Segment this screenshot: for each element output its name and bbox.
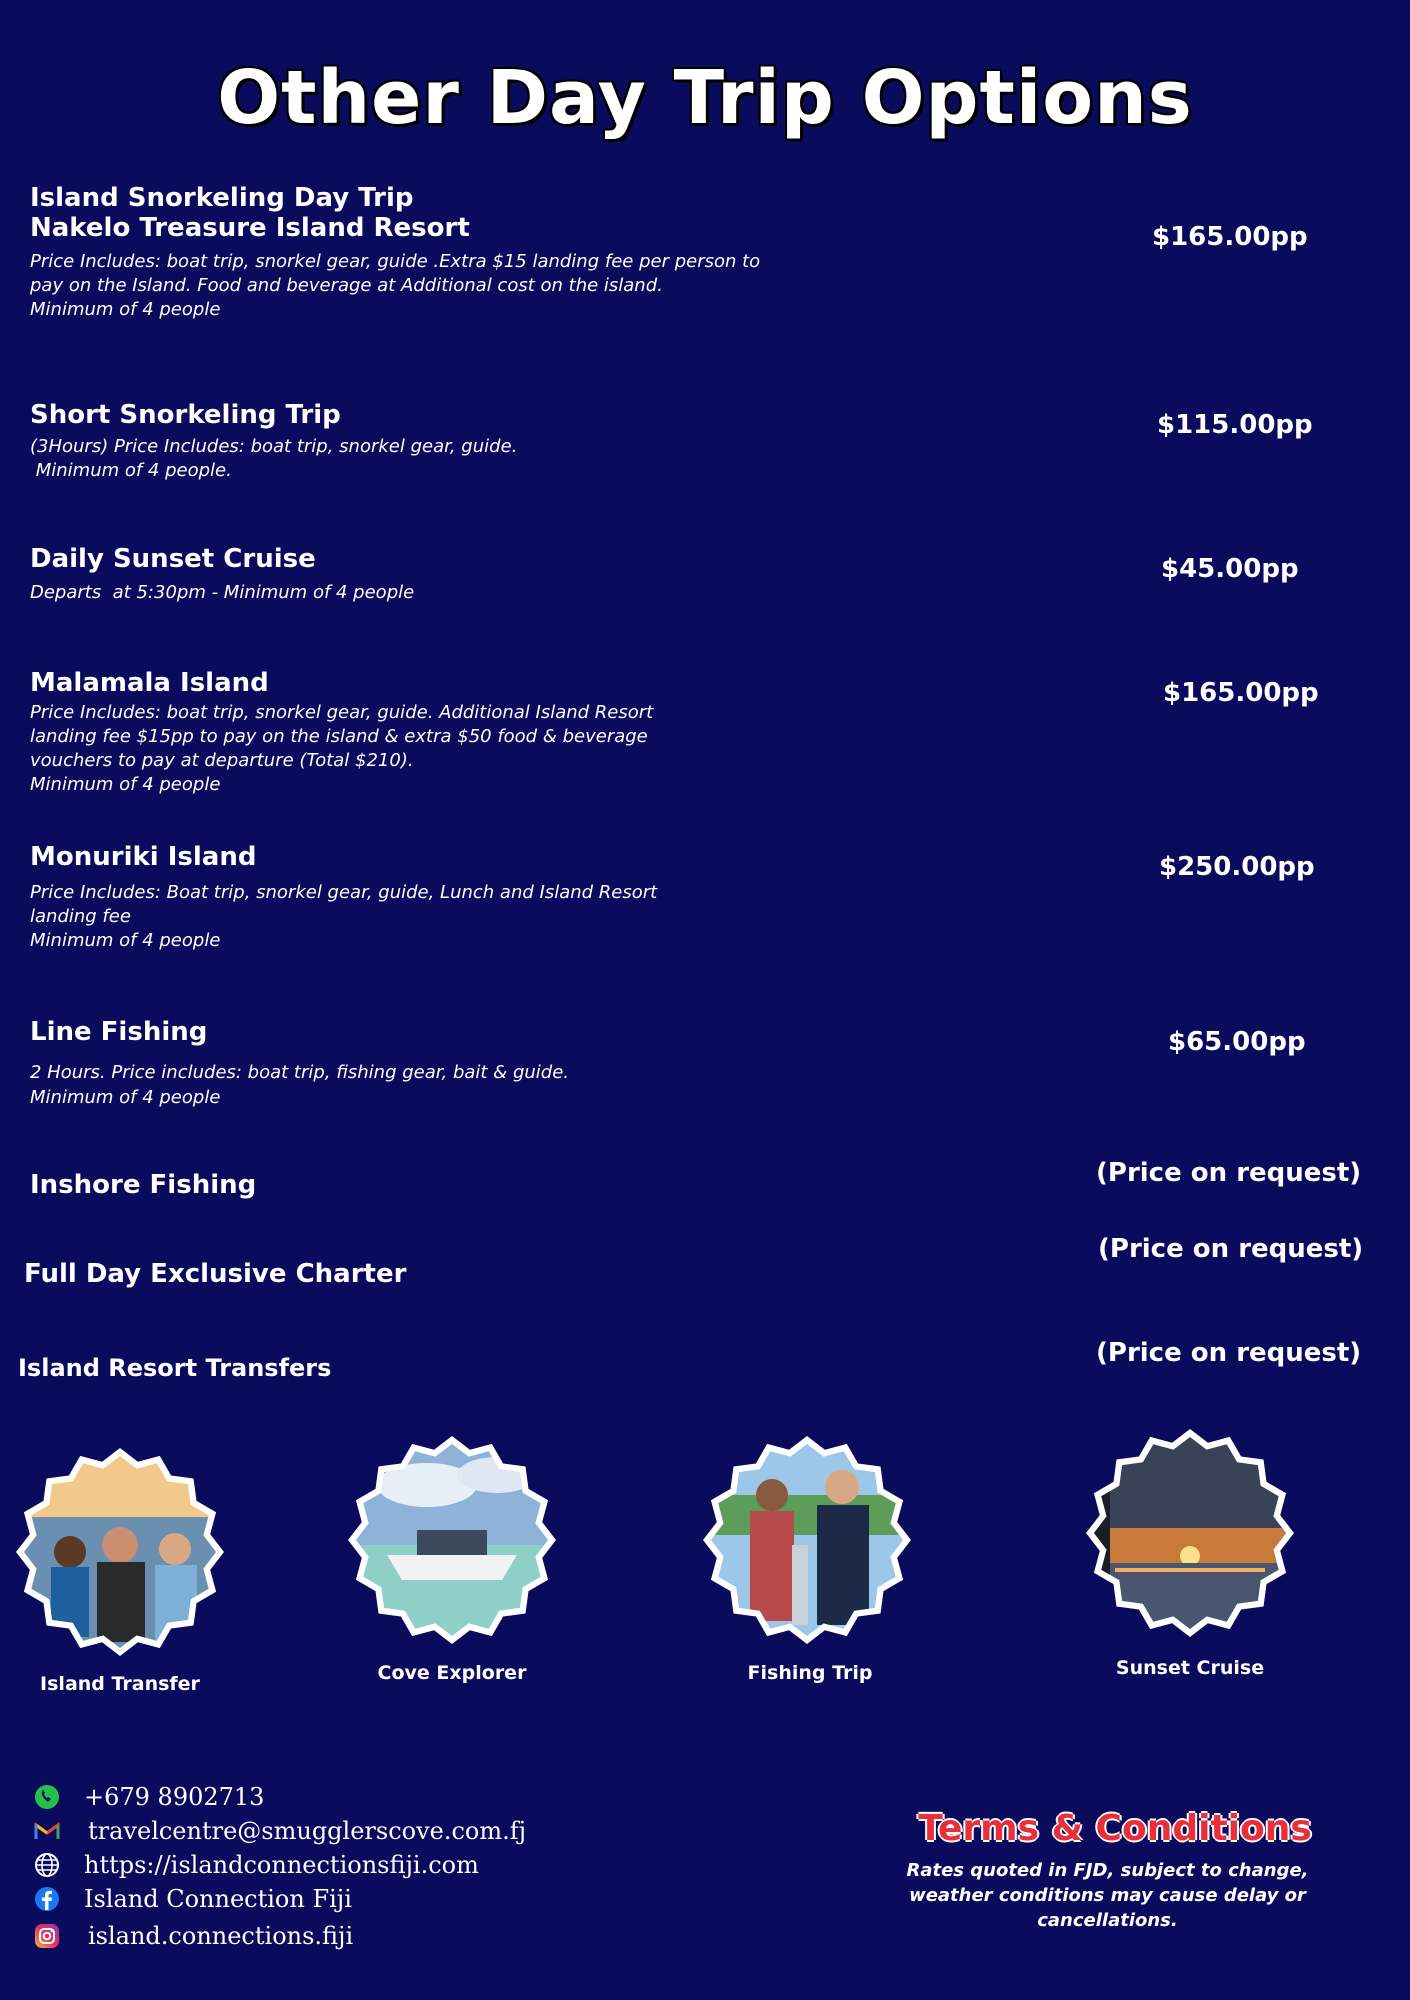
phone-icon <box>34 1784 60 1810</box>
instagram-icon <box>34 1923 60 1949</box>
trip-price: (Price on request) <box>1096 1158 1362 1188</box>
contact-phone[interactable] <box>34 1782 265 1812</box>
gmail-icon <box>34 1818 60 1844</box>
trip-subname: Nakelo Treasure Island Resort <box>30 213 470 243</box>
trip-desc: Departs at 5:30pm - Minimum of 4 people <box>30 582 415 603</box>
trip-desc: landing fee <box>30 906 131 927</box>
trip-desc: Price Includes: boat trip, snorkel gear, guide .Extra $15 landing fee per person to <box>30 251 761 272</box>
trip-desc: Minimum of 4 people <box>30 1087 221 1108</box>
globe-icon <box>34 1852 60 1878</box>
trip-desc: Minimum of 4 people <box>30 774 221 795</box>
trip-name: Full Day Exclusive Charter <box>24 1259 407 1289</box>
trip-name: Daily Sunset Cruise <box>30 544 316 574</box>
photo-island-transfer <box>15 1447 225 1657</box>
photo-label: Cove Explorer <box>377 1662 527 1684</box>
trip-desc: landing fee $15pp to pay on the island & extra $50 food & beverage <box>30 726 648 747</box>
trip-desc: Minimum of 4 people. <box>30 460 232 481</box>
trip-name: Short Snorkeling Trip <box>30 400 341 430</box>
trip-price: $115.00pp <box>1157 410 1313 440</box>
trip-desc: vouchers to pay at departure (Total $210). <box>30 750 414 771</box>
photo-label: Island Transfer <box>40 1673 200 1695</box>
photo-cove-explorer <box>347 1435 557 1645</box>
photo-sunset-cruise <box>1085 1428 1295 1638</box>
trip-desc: (3Hours) Price Includes: boat trip, snorkel gear, guide. <box>30 436 518 457</box>
trip-name: Monuriki Island <box>30 842 257 872</box>
photo-fishing-trip <box>702 1435 912 1645</box>
trip-price: $165.00pp <box>1152 222 1308 252</box>
photo-label: Fishing Trip <box>747 1662 873 1684</box>
trip-desc: Price Includes: Boat trip, snorkel gear, guide, Lunch and Island Resort <box>30 882 658 903</box>
trip-price: $250.00pp <box>1159 852 1315 882</box>
terms-body: Rates quoted in FJD, subject to change, weather conditions may cause delay or cancellations. <box>906 1860 1309 1931</box>
trip-name: Island Snorkeling Day Trip <box>30 183 414 213</box>
trip-name: Island Resort Transfers <box>18 1354 332 1382</box>
contact-text: https://islandconnectionsfiji.com <box>84 1851 479 1879</box>
contact-instagram[interactable] <box>34 1921 354 1951</box>
contact-email[interactable] <box>34 1816 527 1846</box>
contact-text: +679 8902713 <box>84 1783 265 1811</box>
trip-price: (Price on request) <box>1098 1234 1364 1264</box>
trip-price: (Price on request) <box>1096 1338 1362 1368</box>
contact-text: Island Connection Fiji <box>84 1885 352 1913</box>
contact-website[interactable] <box>34 1850 479 1880</box>
trip-name: Malamala Island <box>30 668 269 698</box>
trip-desc: Minimum of 4 people <box>30 930 221 951</box>
page-title: Other Day Trip Options <box>217 55 1193 141</box>
contact-text: island.connections.fiji <box>88 1922 354 1950</box>
trip-desc: Minimum of 4 people <box>30 299 221 320</box>
trip-name: Line Fishing <box>30 1017 208 1047</box>
trip-desc: Price Includes: boat trip, snorkel gear, guide. Additional Island Resort <box>30 702 654 723</box>
trip-name: Inshore Fishing <box>30 1170 257 1200</box>
trip-desc: pay on the Island. Food and beverage at Additional cost on the island. <box>30 275 663 296</box>
trip-price: $65.00pp <box>1168 1027 1306 1057</box>
contact-facebook[interactable] <box>34 1884 352 1914</box>
trip-price: $45.00pp <box>1161 554 1299 584</box>
trip-desc: 2 Hours. Price includes: boat trip, fishing gear, bait & guide. <box>30 1062 569 1083</box>
trip-price: $165.00pp <box>1163 678 1319 708</box>
terms-title: Terms & Conditions <box>918 1808 1312 1849</box>
facebook-icon <box>34 1886 60 1912</box>
contact-text: travelcentre@smugglerscove.com.fj <box>88 1817 527 1845</box>
photo-label: Sunset Cruise <box>1115 1657 1265 1679</box>
